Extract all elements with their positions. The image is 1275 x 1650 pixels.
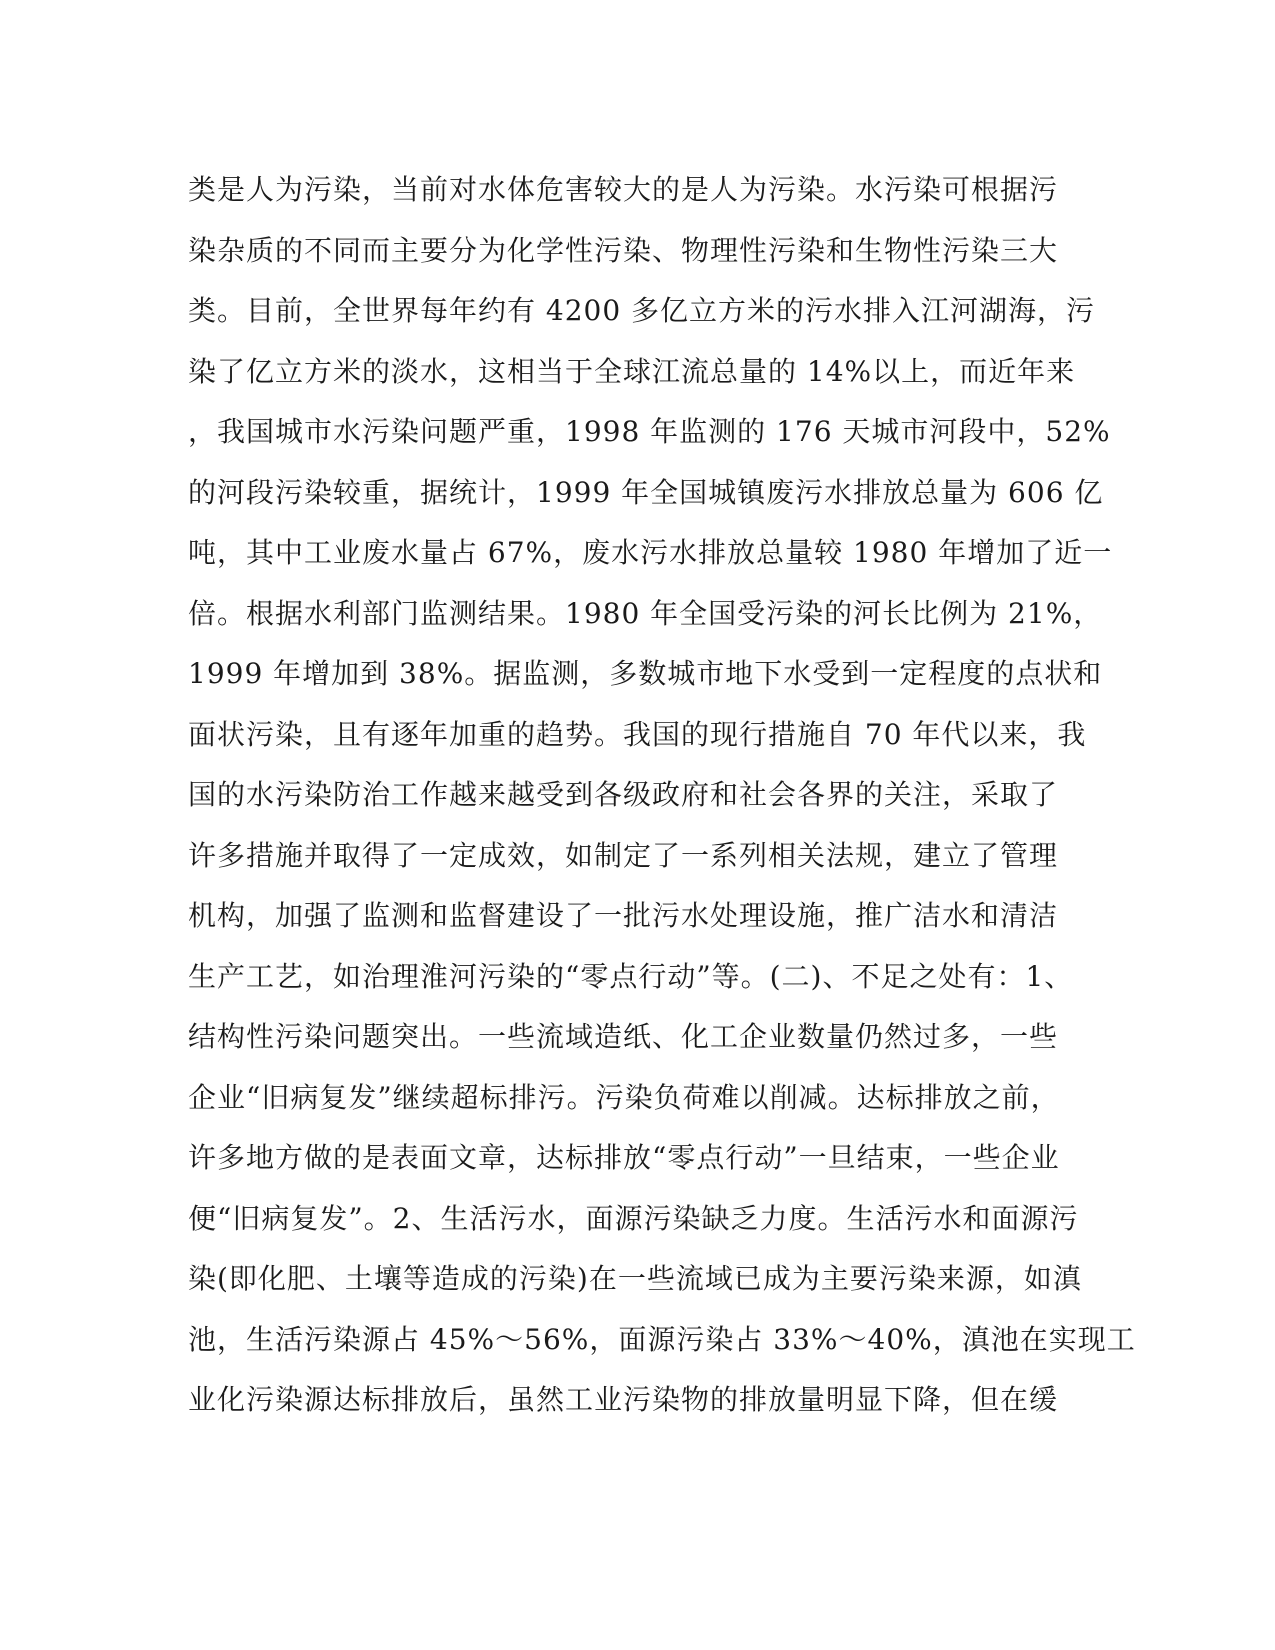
- text-line: 染(即化肥、土壤等造成的污染)在一些流域已成为主要污染来源，如滇: [188, 1262, 1082, 1295]
- text-line: 类是人为污染，当前对水体危害较大的是人为污染。水污染可根据污: [188, 173, 1059, 206]
- text-line: 染杂质的不同而主要分为化学性污染、物理性污染和生物性污染三大: [188, 233, 1059, 267]
- text-line: 许多措施并取得了一定成效，如制定了一系列相关法规，建立了管理: [188, 838, 1059, 872]
- text-line: ，我国城市水污染问题严重，1998 年监测的 176 天城市河段中，52%: [188, 415, 1111, 448]
- text-line: 池，生活污染源占 45%～56%，面源污染占 33%～40%，滇池在实现工: [188, 1322, 1136, 1356]
- text-line: 面状污染，且有逐年加重的趋势。我国的现行措施自 70 年代以来，我: [188, 717, 1087, 751]
- text-line: 的河段污染较重，据统计，1999 年全国城镇废污水排放总量为 606 亿: [188, 475, 1104, 509]
- text-line: 许多地方做的是表面文章，达标排放“零点行动”一旦结束，一些企业: [188, 1141, 1060, 1174]
- text-line: 机构，加强了监测和监督建设了一批污水处理设施，推广洁水和清洁: [188, 899, 1059, 932]
- text-line: 吨，其中工业废水量占 67%，废水污水排放总量较 1980 年增加了近一: [188, 536, 1113, 569]
- text-line: 倍。根据水利部门监测结果。1980 年全国受污染的河长比例为 21%，: [188, 596, 1103, 630]
- text-line: 1999 年增加到 38%。据监测，多数城市地下水受到一定程度的点状和: [188, 657, 1103, 690]
- text-line: 生产工艺，如治理淮河污染的“零点行动”等。(二)、不足之处有：1、: [188, 959, 1074, 993]
- text-line: 染了亿立方米的淡水，这相当于全球江流总量的 14%以上，而近年来: [188, 354, 1076, 388]
- body-text: [188, 160, 1136, 1431]
- text-line: 类。目前，全世界每年约有 4200 多亿立方米的污水排入江河湖海，污: [188, 294, 1096, 327]
- text-line: 企业“旧病复发”继续超标排污。污染负荷难以削减。达标排放之前，: [188, 1080, 1060, 1114]
- text-line: 国的水污染防治工作越来越受到各级政府和社会各界的关注，采取了: [188, 778, 1059, 811]
- text-line: 业化污染源达标排放后，虽然工业污染物的排放量明显下降，但在缓: [188, 1383, 1059, 1416]
- text-line: 便“旧病复发”。2、生活污水，面源污染缺乏力度。生活污水和面源污: [188, 1201, 1079, 1235]
- text-line: 结构性污染问题突出。一些流域造纸、化工企业数量仍然过多，一些: [188, 1020, 1059, 1053]
